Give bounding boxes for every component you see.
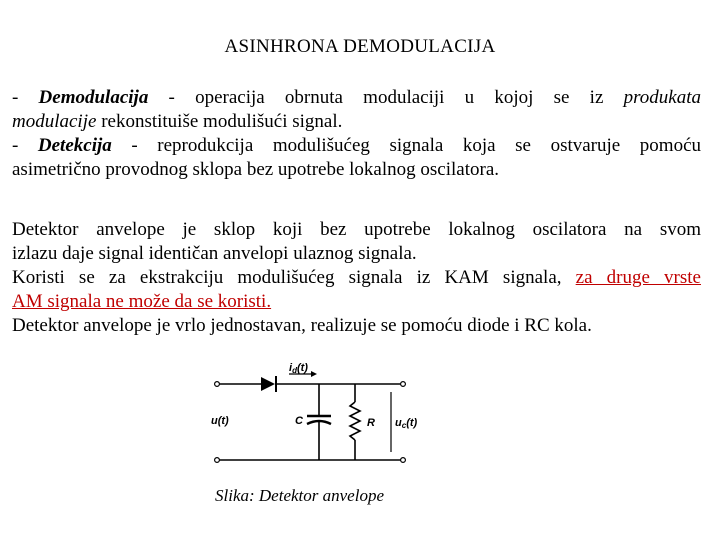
warning-text-cont: AM signala ne može da se koristi. [12, 291, 272, 312]
body-line3 [12, 266, 701, 290]
input-label: u(t) [211, 415, 229, 427]
def1-line2-italic: modulacije [12, 111, 97, 132]
def1-text: - operacija obrnuta modulaciji u kojoj se iz [148, 87, 624, 108]
dash: - [12, 135, 38, 156]
body-line2: izlazu daje signal identičan anvelopi ulaznog signala. [12, 243, 417, 264]
output-terminal-top [401, 382, 406, 387]
body-line3-text: Koristi se za ekstrakciju modulišućeg signala iz KAM signala, [12, 267, 576, 288]
resistor-label: R [367, 417, 375, 429]
warning-text: za druge vrste [575, 267, 701, 288]
term-demodulacija: Demodulacija [38, 87, 149, 108]
def1-line1 [12, 86, 701, 110]
capacitor-label: C [295, 415, 303, 427]
body-line5: Detektor anvelope je vrlo jednostavan, realizuje se pomoću diode i RC kola. [12, 315, 592, 336]
term-detekcija: Detekcija [37, 135, 112, 156]
page-title: ASINHRONA DEMODULACIJA [224, 36, 496, 57]
def1-line2 [12, 110, 701, 134]
body-text [12, 218, 701, 338]
def2-line2: asimetrično provodnog sklopa bez upotrebe lokalnog oscilatora. [12, 159, 500, 180]
dash: - [12, 87, 39, 108]
def2-line1 [12, 134, 701, 158]
current-arrow-head [311, 371, 317, 377]
def2-text: - reprodukcija modulišućeg signala koja se ostvaruje pomoću [111, 135, 701, 156]
output-label: uc(t) [395, 417, 418, 430]
current-label: id(t) [289, 362, 308, 375]
envelope-detector-circuit [205, 358, 445, 473]
resistor-zigzag [350, 402, 360, 440]
output-terminal-bottom [401, 458, 406, 463]
body-line4 [12, 290, 701, 314]
definitions [12, 86, 701, 182]
figure-caption: Slika: Detektor anvelope [215, 486, 384, 505]
body-line1: Detektor anvelope je sklop koji bez upotrebe lokalnog oscilatora na svom [12, 219, 701, 240]
input-terminal-top [215, 382, 220, 387]
diode-icon [261, 377, 275, 391]
input-terminal-bottom [215, 458, 220, 463]
def1-italic: produkata [623, 87, 702, 108]
def1-line2-text: rekonstituiše modulišući signal. [96, 111, 343, 132]
